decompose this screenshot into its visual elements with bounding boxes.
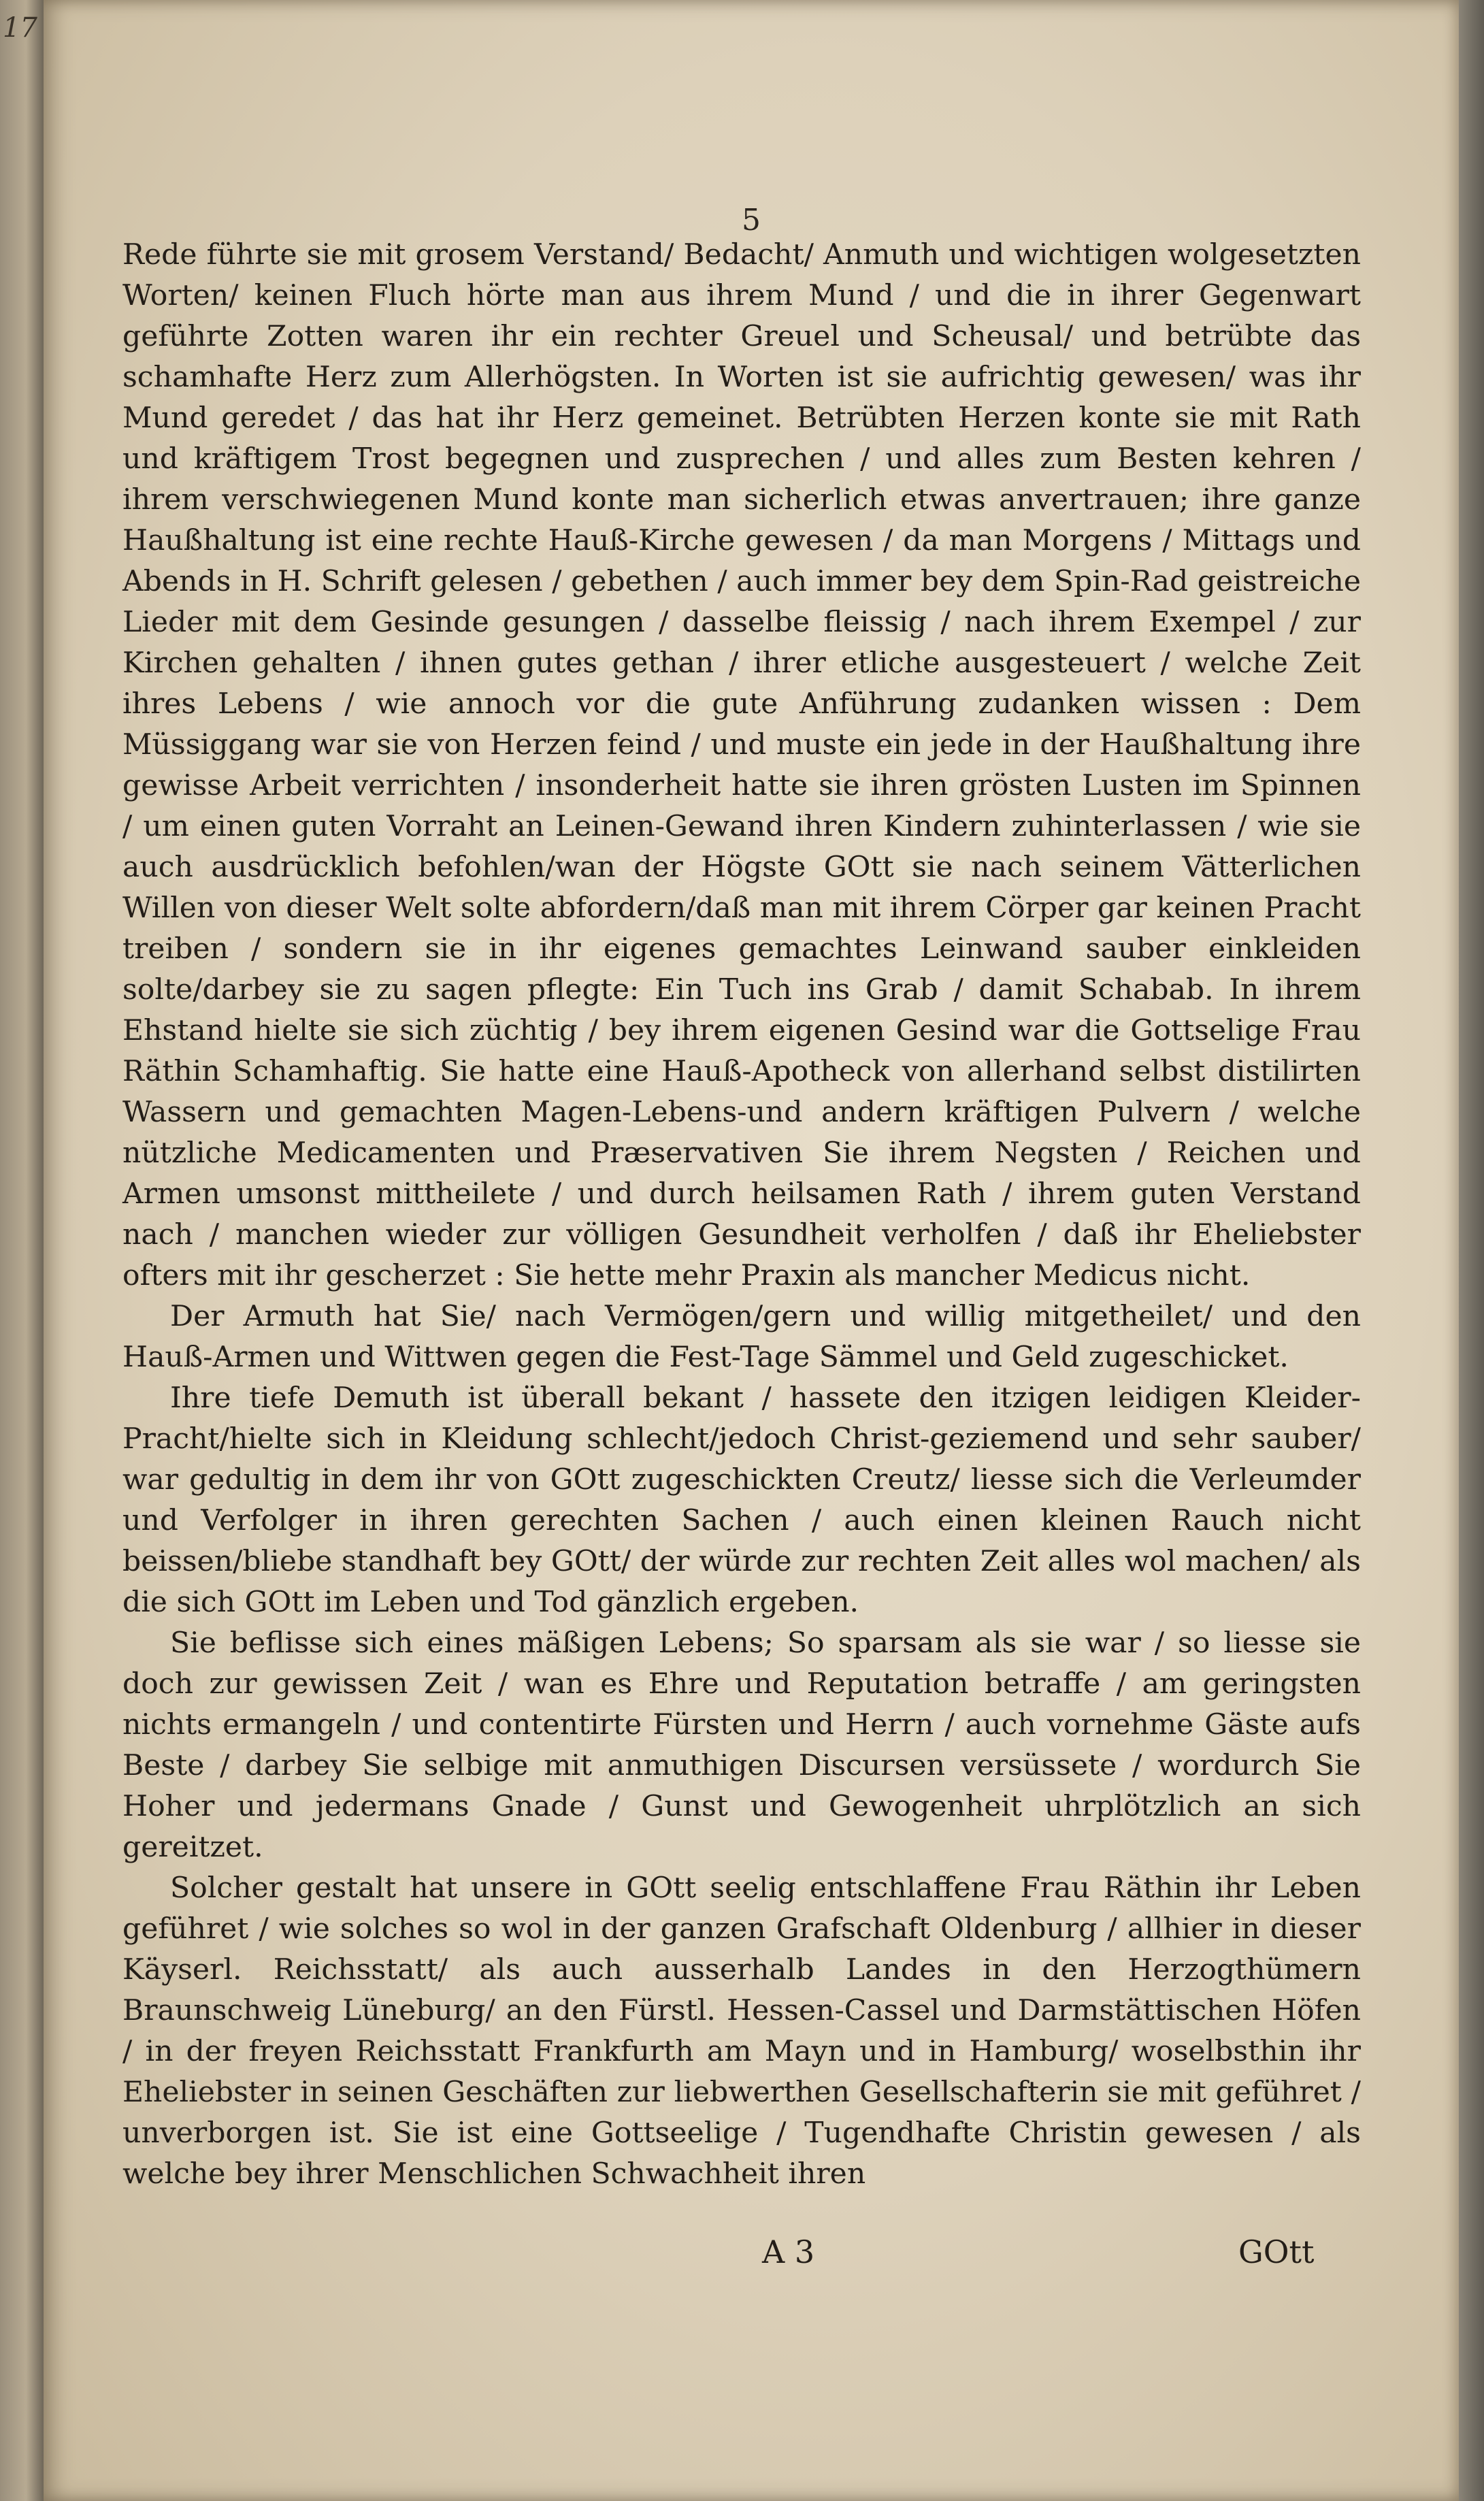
signature-mark: A 3	[762, 2234, 815, 2270]
paragraph-2: Der Armuth hat Sie/ nach Vermögen/gern und willig mitgetheilet/ und den Hauß-Armen und Wittwen gegen die Fest-Tage Sämmel und Geld zugeschicket.	[122, 1300, 1361, 1374]
paragraph-5: Solcher gestalt hat unsere in GOtt seelig entschlaffene Frau Räthin ihr Leben geführet / wie solches so wol in der ganzen Grafschaft Oldenburg / allhier in dieser Käyserl. Reichsstatt/ als auch ausserhalb Landes in den Herzogthümern Braunschweig Lüneburg/ an den Fürstl. Hessen-Cassel und Darmstättischen Höfen / in der freyen Reichsstatt Frankfurth am Mayn und in Hamburg/ woselbsthin ihr Eheliebster in seinen Geschäften zur liebwerthen Gesellschafterin sie mit geführet / unverborgen ist. Sie ist eine Gottseelige / Tugendhafte Christin gewesen / als welche bey ihrer Menschlichen Schwachheit ihren	[122, 1871, 1361, 2191]
folio-mark: 17	[3, 12, 37, 44]
paragraph-3: Ihre tiefe Demuth ist überall bekant / hassete den itzigen leidigen Kleider-Pracht/hielte sich in Kleidung schlecht/jedoch Christ-geziemend und sehr sauber/ war gedultig in dem ihr von GOtt zugeschickten Creutz/ liesse sich die Verleumder und Verfolger in ihren gerechten Sachen / auch einen kleinen Rauch nicht beissen/bliebe standhaft bey GOtt/ der würde zur rechten Zeit alles wol machen/ als die sich GOtt im Leben und Tod gänzlich ergeben.	[122, 1382, 1361, 1619]
catchword: GOtt	[1238, 2234, 1315, 2270]
paragraph-4: Sie beflisse sich eines mäßigen Lebens; So sparsam als sie war / so liesse sie doch zur gewissen Zeit / wan es Ehre und Reputation betraffe / am geringsten nichts ermangeln / und contentirte Fürsten und Herrn / auch vornehme Gäste aufs Beste / darbey Sie selbige mit anmuthigen Discursen versüssete / wordurch Sie Hoher und jedermans Gnade / Gunst und Gewogenheit uhrplötzlich an sich gereitzet.	[122, 1627, 1361, 1864]
book-edge	[1459, 0, 1484, 2501]
body-text	[122, 235, 1361, 2195]
paragraph-1: Rede führte sie mit grosem Verstand/ Bedacht/ Anmuth und wichtigen wolgesetzten Worten/ keinen Fluch hörte man aus ihrem Mund / und die in ihrer Gegenwart geführte Zotten waren ihr ein rechter Greuel und Scheusal/ und betrübte das schamhafte Herz zum Allerhögsten. In Worten ist sie aufrichtig gewesen/ was ihr Mund geredet / das hat ihr Herz gemeinet. Betrübten Herzen konte sie mit Rath und kräftigem Trost begegnen und zusprechen / und alles zum Besten kehren / ihrem verschwiegenen Mund konte man sicherlich etwas anvertrauen; ihre ganze Haußhaltung ist eine rechte Hauß-Kirche gewesen / da man Morgens / Mittags und Abends in H. Schrift gelesen / gebethen / auch immer bey dem Spin-Rad geistreiche Lieder mit dem Gesinde gesungen / dasselbe fleissig / nach ihrem Exempel / zur Kirchen gehalten / ihnen gutes gethan / ihrer etliche ausgesteuert / welche Zeit ihres Lebens / wie annoch vor die gute Anführung zudanken wissen : Dem Müssiggang war sie von Herzen feind / und muste ein jede in der Haußhaltung ihre gewisse Arbeit verrichten / insonderheit hatte sie ihren grösten Lusten im Spinnen / um einen guten Vorraht an Leinen-Gewand ihren Kindern zuhinterlassen / wie sie auch ausdrücklich befohlen/wan der Högste GOtt sie nach seinem Vätterlichen Willen von dieser Welt solte abfordern/daß man mit ihrem Cörper gar keinen Pracht treiben / sondern sie in ihr eigenes gemachtes Leinwand sauber einkleiden solte/darbey sie zu sagen pflegte: Ein Tuch ins Grab / damit Schabab. In ihrem Ehstand hielte sie sich züchtig / bey ihrem eigenen Gesind war die Gottselige Frau Räthin Schamhaftig. Sie hatte eine Hauß-Apotheck von allerhand selbst distilirten Wassern und gemachten Magen-Lebens-und andern kräftigen Pulvern / welche nützliche Medicamenten und Præservativen Sie ihrem Negsten / Reichen und Armen umsonst mittheilete / und durch heilsamen Rath / ihrem guten Verstand nach / manchen wieder zur völligen Gesundheit verholfen / daß ihr Eheliebster ofters mit ihr gescherzet : Sie hette mehr Praxin als mancher Medicus nicht.	[122, 238, 1361, 1292]
facing-page-edge	[0, 0, 44, 2501]
page-number: 5	[742, 203, 761, 238]
